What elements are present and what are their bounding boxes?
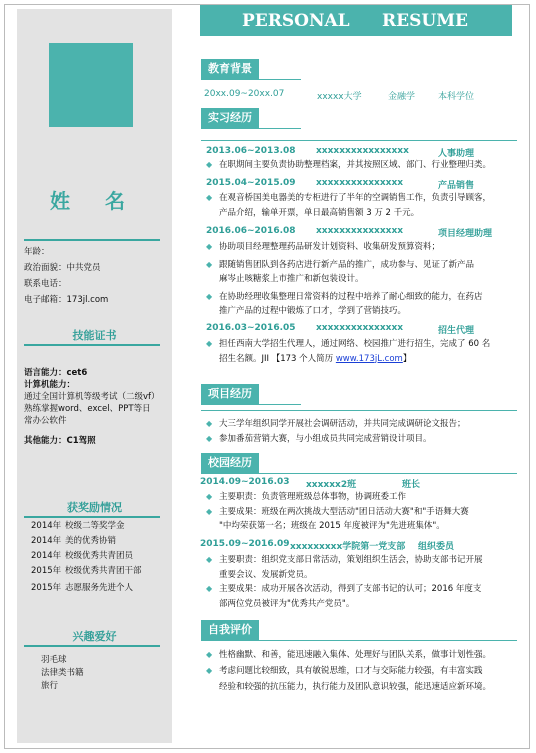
project-bullets: ◆ 大三学年组织同学开展社会调研活动，并共同完成调研论文报告； ◆ 参加番茄营销大赛，与小组成员共同完成营销设计项目。 [219,417,519,446]
section-rule [201,473,517,474]
person-name: 姓 名 [50,189,139,213]
skill-line: 通过全国计算机等级考试（二级vf） [24,392,160,402]
skill-other: 其他能力：C1驾照 [24,436,96,446]
diamond-icon: ◆ [206,339,213,348]
projects-title: 项目经历 [201,384,259,404]
info-phone: 联系电话： [24,279,67,289]
skills-title: 技能证书 [72,329,117,342]
awards-list [31,519,171,596]
diamond-icon: ◆ [206,650,213,659]
diamond-icon: ◆ [206,492,213,501]
award-item: 2015年 校级优秀共青团干部 [31,566,142,576]
photo-placeholder [49,43,133,127]
self-title: 自我评价 [201,620,259,640]
diamond-icon: ◆ [206,160,213,169]
awards-title: 获奖励情况 [67,501,122,514]
diamond-icon: ◆ [206,506,213,516]
diamond-icon: ◆ [206,555,213,564]
diamond-icon: ◆ [206,433,213,443]
info-politics: 政治面貌：中共党员 [24,263,101,273]
skills-divider [24,344,160,346]
campus-bullets: ◆ 主要职责：负责管理班级总体事物，协调班委工作 ◆ 主要成果：班级在两次挑战大型活动"团日活动大赛"和"手语舞大赛 "中均荣获第一名；班级在 2015 年度被评为"先进班集体"。 [206,492,469,531]
diamond-icon: ◆ [206,259,213,269]
self-bullets: ◆ 性格幽默、和善，能迅速融入集体、处理好与团队关系，做事计划性强。 ◆ 考虑问题比较细致，具有敏锐思维，口才与交际能力较强，有丰富实践 经验和较强的抗压能力，执行能力及团队意识较强，能迅速适应新环境。 [219,647,524,695]
info-email: 电子邮箱：173jl.com [24,295,109,305]
hobby-item: 旅行 [41,681,59,691]
skill-spacer [24,427,169,435]
campus-title: 校园经历 [201,453,259,473]
website-link[interactable]: www.173jL.com [335,353,403,364]
section-underline [201,404,301,405]
header-title-right: RESUME [382,11,468,31]
skills-list [24,367,169,447]
name-divider [24,239,160,241]
diamond-icon: ◆ [206,242,213,251]
section-rule [201,140,517,141]
hobby-item: 羽毛球 [41,655,67,665]
education-title: 教育背景 [201,59,259,79]
award-item: 2014年 校级优秀共青团员 [31,551,134,561]
job-bullets: ◆ 在职期间主要负责协助整理档案，并其按照区域、部门、行业整理归类。 [219,158,519,173]
job-bullets: ◆ 在观音桥国美电器美的专柜进行了半年的空调销售工作，负责引导顾客， 产品介绍，输单开票，单日最高销售额 3 万 2 千元。 [206,193,492,218]
section-rule [201,410,517,411]
award-item: 2014年 校级二等奖学金 [31,521,125,531]
diamond-icon: ◆ [206,584,213,593]
skill-language: 语言能力：cet6 [24,368,88,378]
section-rule [201,640,517,641]
job-bullets: ◆ 协助项目经理整理药品研发计划资料、收集研发预算资料； ◆ 跟随销售团队到各药店进行新产品的推广，成功参与、见证了新产品 麻岑止咳糖浆上市推广和新包装设计。 ◆ 在协助经理收集整理日常资料的过程中培养了耐心细致的能力，在药店 推广产品的过程中锻炼了口才，学到了营销技巧。 [206,242,483,316]
resume-header [200,5,512,36]
hobbies-divider [24,645,160,647]
campus-bullets: ◆ 主要职责：组织党支部日常活动，策划组织生活会，协助支部书记开展 重要会议、发展新党员。 ◆ 主要成果：成功开展各次活动，得到了支部书记的认可；2016 年度支 部两位党员被评为"优秀共产党员"。 [206,555,483,609]
header-title-left: PERSONAL [242,11,350,31]
section-underline [201,128,301,129]
info-age: 年龄： [24,247,50,257]
award-item: 2014年 美的优秀协销 [31,536,117,546]
skill-line: 常办公软件 [24,416,67,426]
job-bullets: ◆ 担任西南大学招生代理人，通过网络、校园推广进行招生，完成了 60 名 招生名额。JII 【173 个人简历 www.173jL.com】 [206,339,491,364]
diamond-icon: ◆ [206,291,213,301]
award-item: 2015年 志愿服务先进个人 [31,583,134,593]
awards-divider [24,516,160,518]
section-underline [201,79,301,80]
sidebar [17,9,172,743]
diamond-icon: ◆ [206,419,213,428]
skill-line: 熟练掌握word、excel、PPT等日 [24,404,151,414]
internship-title: 实习经历 [201,108,259,128]
diamond-icon: ◆ [206,193,213,202]
hobby-item: 法律类书籍 [41,668,84,678]
hobbies-list [41,654,161,693]
skill-computer: 计算机能力： [24,380,76,390]
personal-info [24,244,169,308]
diamond-icon: ◆ [206,666,213,675]
hobbies-title: 兴趣爱好 [72,630,117,643]
